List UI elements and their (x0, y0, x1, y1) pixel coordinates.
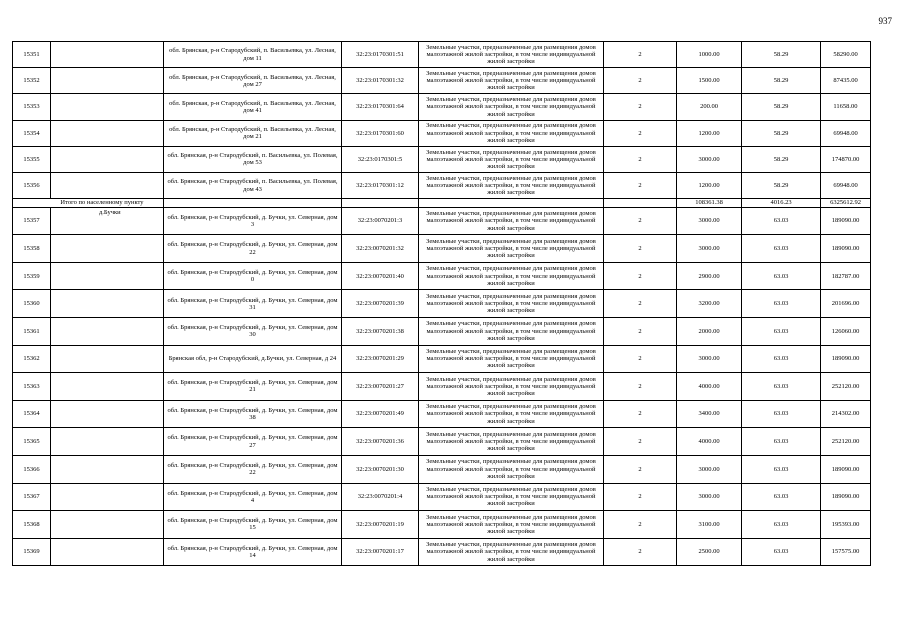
address-cell: обл. Брянская, р-н Стародубский, д. Бучки, ул. Северная, дом 4 (164, 483, 342, 511)
table-body-vasilevka (13, 42, 871, 199)
cadastral-number-cell: 32:23:0070201:19 (342, 511, 419, 539)
land-use-cell: Земельные участки, предназначенные для размещения домов малоэтажной жилой застройки, в том числе индивидуальной жилой застройки (419, 290, 604, 318)
land-use-cell: Земельные участки, предназначенные для размещения домов малоэтажной жилой застройки, в том числе индивидуальной жилой застройки (419, 400, 604, 428)
address-cell: Брянская обл, р-н Стародубский, д.Бучки, ул. Северная, д 24 (164, 345, 342, 373)
rate-cell: 58.29 (742, 42, 821, 68)
rate-cell: 63.03 (742, 483, 821, 511)
locality-cell (51, 94, 164, 120)
address-cell: обл. Брянская, р-н Стародубский, д. Бучки, ул. Северная, дом 38 (164, 400, 342, 428)
rate-cell: 58.29 (742, 68, 821, 94)
area-cell: 3000.00 (677, 455, 742, 483)
rate-cell: 63.03 (742, 235, 821, 263)
land-use-cell: Земельные участки, предназначенные для размещения домов малоэтажной жилой застройки, в том числе индивидуальной жилой застройки (419, 483, 604, 511)
cadastral-number-cell: 32:23:0170301:60 (342, 120, 419, 146)
area-cell: 3400.00 (677, 400, 742, 428)
subtotal-empty-cell (164, 199, 342, 208)
record-number: 15360 (13, 290, 51, 318)
record-number: 15353 (13, 94, 51, 120)
cadastral-value-cell: 157575.00 (821, 538, 871, 566)
category-cell: 2 (604, 120, 677, 146)
rate-cell: 58.29 (742, 94, 821, 120)
table-row (13, 428, 871, 456)
page-number: 937 (878, 16, 892, 26)
rate-cell: 63.03 (742, 262, 821, 290)
table-row (13, 483, 871, 511)
category-cell: 2 (604, 290, 677, 318)
rate-cell: 63.03 (742, 428, 821, 456)
cadastral-value-cell: 126060.00 (821, 318, 871, 346)
cadastral-value-cell: 201696.00 (821, 290, 871, 318)
locality-cell (51, 428, 164, 456)
table-row (13, 511, 871, 539)
record-number: 15364 (13, 400, 51, 428)
land-use-cell: Земельные участки, предназначенные для размещения домов малоэтажной жилой застройки, в том числе индивидуальной жилой застройки (419, 42, 604, 68)
area-cell: 4000.00 (677, 428, 742, 456)
cadastral-number-cell: 32:23:0070201:38 (342, 318, 419, 346)
subtotal-rate: 4016.23 (742, 199, 821, 208)
area-cell: 2000.00 (677, 318, 742, 346)
cadastral-number-cell: 32:23:0070201:49 (342, 400, 419, 428)
cadastral-number-cell: 32:23:0070201:30 (342, 455, 419, 483)
address-cell: обл. Брянская, р-н Стародубский, п. Васильевка, ул. Лесная, дом 41 (164, 94, 342, 120)
address-cell: обл. Брянская, р-н Стародубский, д. Бучки, ул. Северная, дом 14 (164, 538, 342, 566)
category-cell: 2 (604, 235, 677, 263)
land-use-cell: Земельные участки, предназначенные для размещения домов малоэтажной жилой застройки, в том числе индивидуальной жилой застройки (419, 428, 604, 456)
land-use-cell: Земельные участки, предназначенные для размещения домов малоэтажной жилой застройки, в том числе индивидуальной жилой застройки (419, 262, 604, 290)
area-cell: 3000.00 (677, 235, 742, 263)
cadastral-value-cell: 252120.00 (821, 373, 871, 401)
land-use-cell: Земельные участки, предназначенные для размещения домов малоэтажной жилой застройки, в том числе индивидуальной жилой застройки (419, 172, 604, 198)
land-use-cell: Земельные участки, предназначенные для размещения домов малоэтажной жилой застройки, в том числе индивидуальной жилой застройки (419, 455, 604, 483)
locality-cell (51, 511, 164, 539)
table-row (13, 235, 871, 263)
address-cell: обл. Брянская, р-н Стародубский, д. Бучки, ул. Северная, дом 21 (164, 373, 342, 401)
table-row (13, 120, 871, 146)
locality-cell (51, 455, 164, 483)
land-use-cell: Земельные участки, предназначенные для размещения домов малоэтажной жилой застройки, в том числе индивидуальной жилой застройки (419, 318, 604, 346)
table-row (13, 290, 871, 318)
subtotal-row (13, 199, 871, 208)
area-cell: 3000.00 (677, 207, 742, 235)
cadastral-value-cell: 189090.00 (821, 207, 871, 235)
area-cell: 3000.00 (677, 146, 742, 172)
table-row (13, 94, 871, 120)
address-cell: обл. Брянская, р-н Стародубский, п. Васильевка, ул. Лесная, дом 21 (164, 120, 342, 146)
record-number: 15367 (13, 483, 51, 511)
cadastral-value-cell: 214302.00 (821, 400, 871, 428)
category-cell: 2 (604, 373, 677, 401)
cadastral-number-cell: 32:23:0170301:5 (342, 146, 419, 172)
rate-cell: 58.29 (742, 172, 821, 198)
land-use-cell: Земельные участки, предназначенные для размещения домов малоэтажной жилой застройки, в том числе индивидуальной жилой застройки (419, 94, 604, 120)
address-cell: обл. Брянская, р-н Стародубский, д. Бучки, ул. Северная, дом 0 (164, 262, 342, 290)
cadastral-value-cell: 189090.00 (821, 345, 871, 373)
category-cell: 2 (604, 94, 677, 120)
land-use-cell: Земельные участки, предназначенные для размещения домов малоэтажной жилой застройки, в том числе индивидуальной жилой застройки (419, 345, 604, 373)
table-row (13, 345, 871, 373)
address-cell: обл. Брянская, р-н Стародубский, д. Бучки, ул. Северная, дом 15 (164, 511, 342, 539)
category-cell: 2 (604, 146, 677, 172)
locality-cell (51, 290, 164, 318)
land-use-cell: Земельные участки, предназначенные для размещения домов малоэтажной жилой застройки, в том числе индивидуальной жилой застройки (419, 511, 604, 539)
locality-cell (51, 235, 164, 263)
table-row (13, 172, 871, 198)
area-cell: 2500.00 (677, 538, 742, 566)
cadastral-value-cell: 69948.00 (821, 120, 871, 146)
cadastral-number-cell: 32:23:0070201:4 (342, 483, 419, 511)
category-cell: 2 (604, 262, 677, 290)
address-cell: обл. Брянская, р-н Стародубский, п. Васильевка, ул. Полевая, дом 53 (164, 146, 342, 172)
category-cell: 2 (604, 538, 677, 566)
subtotal-value: 6325612.92 (821, 199, 871, 208)
cadastral-number-cell: 32:23:0070201:3 (342, 207, 419, 235)
record-number: 15359 (13, 262, 51, 290)
record-number: 15368 (13, 511, 51, 539)
rate-cell: 63.03 (742, 455, 821, 483)
cadastral-number-cell: 32:23:0070201:40 (342, 262, 419, 290)
cadastral-value-cell: 87435.00 (821, 68, 871, 94)
address-cell: обл. Брянская, р-н Стародубский, д. Бучки, ул. Северная, дом 22 (164, 235, 342, 263)
land-use-cell: Земельные участки, предназначенные для размещения домов малоэтажной жилой застройки, в том числе индивидуальной жилой застройки (419, 68, 604, 94)
locality-cell (51, 146, 164, 172)
land-use-cell: Земельные участки, предназначенные для размещения домов малоэтажной жилой застройки, в том числе индивидуальной жилой застройки (419, 146, 604, 172)
subtotal-empty-cell (342, 199, 419, 208)
category-cell: 2 (604, 42, 677, 68)
locality-cell (51, 120, 164, 146)
record-number: 15358 (13, 235, 51, 263)
cadastral-number-cell: 32:23:0070201:17 (342, 538, 419, 566)
subtotal-label: Итого по населенному пункту (13, 199, 164, 208)
category-cell: 2 (604, 68, 677, 94)
cadastral-value-cell: 189090.00 (821, 235, 871, 263)
table-row (13, 455, 871, 483)
locality-cell (51, 207, 164, 235)
rate-cell: 63.03 (742, 400, 821, 428)
locality-cell (51, 318, 164, 346)
category-cell: 2 (604, 455, 677, 483)
rate-cell: 63.03 (742, 318, 821, 346)
address-cell: обл. Брянская, р-н Стародубский, д. Бучки, ул. Северная, дом 30 (164, 318, 342, 346)
locality-cell (51, 262, 164, 290)
table-row (13, 318, 871, 346)
cadastral-value-cell: 69948.00 (821, 172, 871, 198)
cadastral-value-cell: 174870.00 (821, 146, 871, 172)
address-cell: обл. Брянская, р-н Стародубский, д. Бучки, ул. Северная, дом 3 (164, 207, 342, 235)
address-cell: обл. Брянская, р-н Стародубский, п. Васильевка, ул. Полевая, дом 43 (164, 172, 342, 198)
record-number: 15352 (13, 68, 51, 94)
locality-cell (51, 400, 164, 428)
rate-cell: 63.03 (742, 511, 821, 539)
cadastral-value-cell: 189090.00 (821, 455, 871, 483)
locality-cell (51, 345, 164, 373)
cadastral-number-cell: 32:23:0170301:12 (342, 172, 419, 198)
subtotal-area: 108361.38 (677, 199, 742, 208)
address-cell: обл. Брянская, р-н Стародубский, д. Бучки, ул. Северная, дом 22 (164, 455, 342, 483)
record-number: 15354 (13, 120, 51, 146)
category-cell: 2 (604, 428, 677, 456)
area-cell: 3000.00 (677, 483, 742, 511)
rate-cell: 63.03 (742, 345, 821, 373)
land-use-cell: Земельные участки, предназначенные для размещения домов малоэтажной жилой застройки, в том числе индивидуальной жилой застройки (419, 538, 604, 566)
category-cell: 2 (604, 345, 677, 373)
table-row (13, 400, 871, 428)
record-number: 15351 (13, 42, 51, 68)
land-use-cell: Земельные участки, предназначенные для размещения домов малоэтажной жилой застройки, в том числе индивидуальной жилой застройки (419, 120, 604, 146)
table-row (13, 146, 871, 172)
category-cell: 2 (604, 400, 677, 428)
area-cell: 1200.00 (677, 172, 742, 198)
cadastral-value-cell: 58290.00 (821, 42, 871, 68)
area-cell: 2900.00 (677, 262, 742, 290)
area-cell: 4000.00 (677, 373, 742, 401)
table-row (13, 42, 871, 68)
rate-cell: 58.29 (742, 146, 821, 172)
cadastral-number-cell: 32:23:0070201:32 (342, 235, 419, 263)
locality-cell (51, 538, 164, 566)
cadastral-number-cell: 32:23:0170301:64 (342, 94, 419, 120)
rate-cell: 58.29 (742, 120, 821, 146)
address-cell: обл. Брянская, р-н Стародубский, п. Васильевка, ул. Лесная, дом 27 (164, 68, 342, 94)
category-cell: 2 (604, 483, 677, 511)
land-use-cell: Земельные участки, предназначенные для размещения домов малоэтажной жилой застройки, в том числе индивидуальной жилой застройки (419, 235, 604, 263)
table-row (13, 538, 871, 566)
record-number: 15366 (13, 455, 51, 483)
locality-cell (51, 68, 164, 94)
cadastral-number-cell: 32:23:0070201:39 (342, 290, 419, 318)
rate-cell: 63.03 (742, 290, 821, 318)
category-cell: 2 (604, 172, 677, 198)
rate-cell: 63.03 (742, 538, 821, 566)
area-cell: 3100.00 (677, 511, 742, 539)
rate-cell: 63.03 (742, 207, 821, 235)
address-cell: обл. Брянская, р-н Стародубский, п. Васильевка, ул. Лесная, дом 11 (164, 42, 342, 68)
cadastral-number-cell: 32:23:0170301:32 (342, 68, 419, 94)
cadastral-number-cell: 32:23:0070201:36 (342, 428, 419, 456)
locality-cell (51, 172, 164, 198)
record-number: 15355 (13, 146, 51, 172)
cadastral-value-cell: 189090.00 (821, 483, 871, 511)
cadastral-value-cell: 11658.00 (821, 94, 871, 120)
category-cell: 2 (604, 318, 677, 346)
area-cell: 1000.00 (677, 42, 742, 68)
locality-cell (51, 373, 164, 401)
category-cell: 2 (604, 511, 677, 539)
area-cell: 200.00 (677, 94, 742, 120)
cadastral-value-cell: 182787.00 (821, 262, 871, 290)
land-use-cell: Земельные участки, предназначенные для размещения домов малоэтажной жилой застройки, в том числе индивидуальной жилой застройки (419, 373, 604, 401)
cadastral-value-cell: 195393.00 (821, 511, 871, 539)
record-number: 15369 (13, 538, 51, 566)
land-use-cell: Земельные участки, предназначенные для размещения домов малоэтажной жилой застройки, в том числе индивидуальной жилой застройки (419, 207, 604, 235)
locality-label: д.Бучки (99, 208, 121, 216)
address-cell: обл. Брянская, р-н Стародубский, д. Бучки, ул. Северная, дом 27 (164, 428, 342, 456)
record-number: 15362 (13, 345, 51, 373)
record-number: 15363 (13, 373, 51, 401)
table-body-buchki (13, 207, 871, 566)
cadastral-number-cell: 32:23:0170301:51 (342, 42, 419, 68)
cadastral-registry-table (12, 41, 871, 566)
subtotal-empty-cell (419, 199, 604, 208)
record-number: 15357 (13, 207, 51, 235)
address-cell: обл. Брянская, р-н Стародубский, д. Бучки, ул. Северная, дом 31 (164, 290, 342, 318)
area-cell: 1200.00 (677, 120, 742, 146)
cadastral-number-cell: 32:23:0070201:29 (342, 345, 419, 373)
table-subtotal (13, 199, 871, 208)
area-cell: 1500.00 (677, 68, 742, 94)
table-row (13, 68, 871, 94)
locality-cell (51, 483, 164, 511)
record-number: 15356 (13, 172, 51, 198)
record-number: 15365 (13, 428, 51, 456)
subtotal-empty-cell (604, 199, 677, 208)
table-row (13, 262, 871, 290)
category-cell: 2 (604, 207, 677, 235)
area-cell: 3000.00 (677, 345, 742, 373)
table-row (13, 373, 871, 401)
cadastral-value-cell: 252120.00 (821, 428, 871, 456)
record-number: 15361 (13, 318, 51, 346)
area-cell: 3200.00 (677, 290, 742, 318)
cadastral-number-cell: 32:23:0070201:27 (342, 373, 419, 401)
rate-cell: 63.03 (742, 373, 821, 401)
table-row (13, 207, 871, 235)
locality-cell (51, 42, 164, 68)
